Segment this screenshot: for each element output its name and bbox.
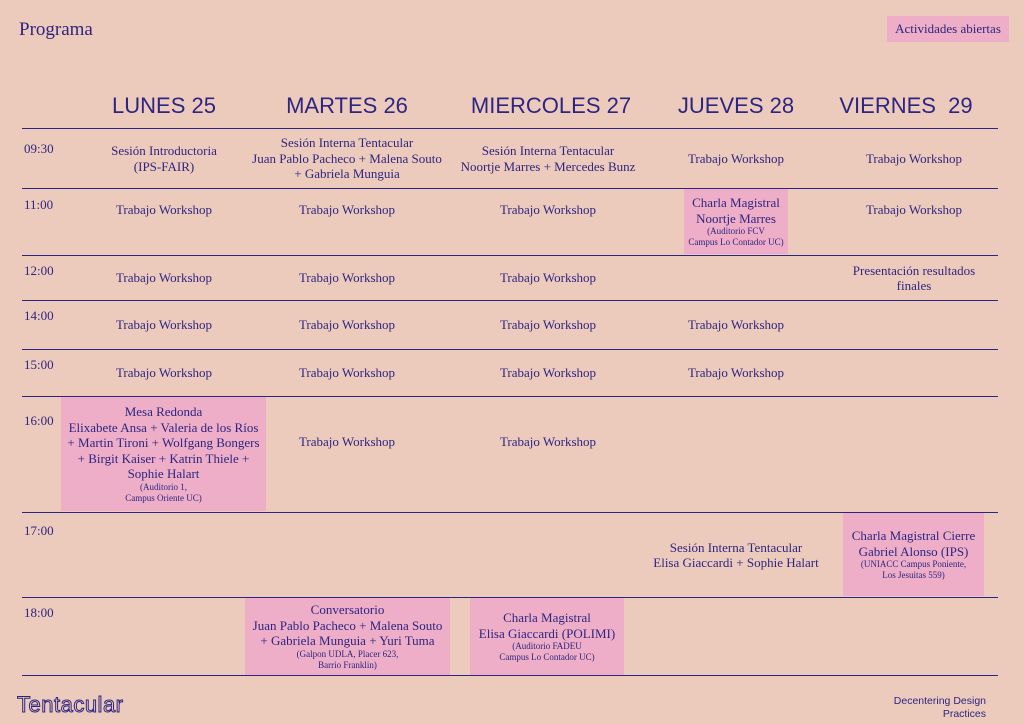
session-cell bbox=[634, 513, 838, 597]
session-cell bbox=[245, 129, 449, 188]
venue-line: (Auditorio FCV bbox=[707, 226, 765, 236]
session-line: Charla Magistral Cierre bbox=[851, 528, 976, 543]
session-cell bbox=[446, 256, 650, 300]
venue-line: Campus Oriente UC) bbox=[125, 492, 202, 503]
session-line: Trabajo Workshop bbox=[499, 202, 597, 218]
session-line: Trabajo Workshop bbox=[499, 270, 597, 286]
highlight-session-cell bbox=[470, 598, 624, 675]
session-line: Conversatorio bbox=[310, 602, 385, 618]
session-line: Sesión Interna Tentacular bbox=[280, 135, 414, 151]
venue-line: Los Jesuitas 559) bbox=[882, 570, 945, 580]
session-line: Elisa Giaccardi + Sophie Halart bbox=[653, 555, 819, 570]
session-line: Trabajo Workshop bbox=[687, 365, 785, 381]
session-cell bbox=[634, 350, 838, 396]
session-cell bbox=[245, 301, 449, 349]
session-cell bbox=[245, 256, 449, 300]
session-line: Juan Pablo Pacheco + Malena Souto bbox=[252, 150, 442, 166]
time-label: 18:00 bbox=[24, 605, 54, 620]
session-line: Trabajo Workshop bbox=[298, 202, 396, 218]
time-label: 14:00 bbox=[24, 308, 54, 323]
session-cell bbox=[446, 129, 650, 188]
row-divider bbox=[22, 675, 998, 676]
session-cell bbox=[62, 256, 266, 300]
footer-line: Practices bbox=[942, 708, 986, 720]
session-line: Trabajo Workshop bbox=[298, 317, 396, 333]
session-cell bbox=[446, 189, 650, 231]
session-line: Trabajo Workshop bbox=[115, 202, 213, 218]
session-line: Trabajo Workshop bbox=[499, 365, 597, 381]
session-line: Trabajo Workshop bbox=[499, 434, 597, 450]
highlight-session-cell bbox=[61, 397, 266, 511]
session-line: + Gabriela Munguia bbox=[294, 166, 400, 182]
session-line: Trabajo Workshop bbox=[115, 270, 213, 286]
footer-text bbox=[894, 695, 986, 721]
footer-line: Decentering Design bbox=[893, 695, 986, 707]
page-title: Programa bbox=[19, 19, 93, 40]
session-cell bbox=[812, 256, 1016, 300]
session-cell bbox=[634, 301, 838, 349]
session-cell bbox=[245, 397, 449, 487]
session-cell bbox=[812, 129, 1016, 188]
session-line: Trabajo Workshop bbox=[298, 365, 396, 381]
session-line: Sesión Interna Tentacular bbox=[669, 539, 803, 555]
time-label: 09:30 bbox=[24, 141, 54, 156]
session-line: Noortje Marres bbox=[696, 210, 776, 226]
session-cell bbox=[62, 350, 266, 396]
session-line: Elixabete Ansa + Valeria de los Ríos bbox=[68, 419, 259, 435]
session-line: Gabriel Alonso (IPS) bbox=[858, 543, 969, 559]
session-line: (IPS-FAIR) bbox=[133, 158, 195, 174]
venue-line: Campus Lo Contador UC) bbox=[499, 652, 595, 662]
session-line: Juan Pablo Pacheco + Malena Souto bbox=[252, 617, 443, 633]
highlight-session-cell bbox=[843, 513, 984, 596]
session-line: Sesión Introductoria bbox=[111, 143, 217, 158]
session-cell bbox=[245, 350, 449, 396]
session-line: Charla Magistral bbox=[692, 195, 780, 210]
session-line: Trabajo Workshop bbox=[115, 317, 213, 333]
session-cell bbox=[446, 301, 650, 349]
day-header-wednesday: MIERCOLES 27 bbox=[470, 93, 632, 118]
time-label: 15:00 bbox=[24, 357, 54, 372]
day-header-friday: VIERNES 29 bbox=[839, 93, 973, 118]
session-line: Mesa Redonda bbox=[124, 404, 203, 420]
venue-line: (Galpon UDLA, Placer 623, bbox=[296, 648, 399, 659]
session-cell bbox=[812, 189, 1016, 231]
session-line: Trabajo Workshop bbox=[298, 270, 396, 286]
time-label: 17:00 bbox=[24, 523, 54, 538]
session-line: Presentación resultados bbox=[852, 262, 976, 278]
venue-line: (Auditorio FADEU bbox=[512, 641, 582, 651]
venue-line: Barrio Franklin) bbox=[318, 659, 377, 670]
session-cell bbox=[634, 129, 838, 188]
highlight-session-cell bbox=[684, 189, 788, 254]
session-line: Charla Magistral bbox=[503, 610, 591, 625]
time-label: 16:00 bbox=[24, 413, 54, 428]
session-line: Sophie Halart bbox=[127, 466, 200, 482]
tentacular-logo: Tentacular bbox=[17, 692, 124, 717]
session-line: Trabajo Workshop bbox=[687, 150, 785, 166]
session-line: Trabajo Workshop bbox=[687, 317, 785, 333]
session-cell bbox=[62, 129, 266, 188]
session-line: Trabajo Workshop bbox=[499, 317, 597, 333]
session-cell bbox=[446, 397, 650, 487]
session-line: finales bbox=[896, 278, 932, 293]
day-header-thursday: JUEVES 28 bbox=[677, 93, 795, 118]
session-cell bbox=[446, 350, 650, 396]
session-line: Trabajo Workshop bbox=[298, 434, 396, 450]
session-line: Elisa Giaccardi (POLIMI) bbox=[478, 625, 616, 641]
session-cell bbox=[62, 189, 266, 231]
session-cell bbox=[245, 189, 449, 231]
time-label: 11:00 bbox=[24, 197, 54, 212]
highlight-session-cell bbox=[245, 598, 450, 675]
session-line: Trabajo Workshop bbox=[865, 202, 963, 218]
time-label: 12:00 bbox=[24, 263, 54, 278]
session-line: Trabajo Workshop bbox=[865, 150, 963, 166]
session-line: Trabajo Workshop bbox=[115, 365, 213, 381]
venue-line: (Auditorio 1, bbox=[140, 481, 187, 492]
session-line: Sesión Interna Tentacular bbox=[481, 143, 615, 158]
session-line: Noortje Marres + Mercedes Bunz bbox=[460, 158, 636, 174]
day-header-monday: LUNES 25 bbox=[112, 93, 216, 118]
venue-line: (UNIACC Campus Poniente, bbox=[860, 559, 967, 569]
venue-line: Campus Lo Contador UC) bbox=[688, 237, 784, 247]
day-header-tuesday: MARTES 26 bbox=[286, 93, 408, 118]
session-line: + Birgit Kaiser + Katrin Thiele + bbox=[77, 450, 250, 466]
session-cell bbox=[62, 301, 266, 349]
session-line: + Gabriela Munguia + Yuri Tuma bbox=[260, 633, 435, 649]
open-activities-badge: Actividades abiertas bbox=[887, 16, 1009, 42]
session-line: + Martin Tironi + Wolfgang Bongers bbox=[67, 435, 260, 451]
